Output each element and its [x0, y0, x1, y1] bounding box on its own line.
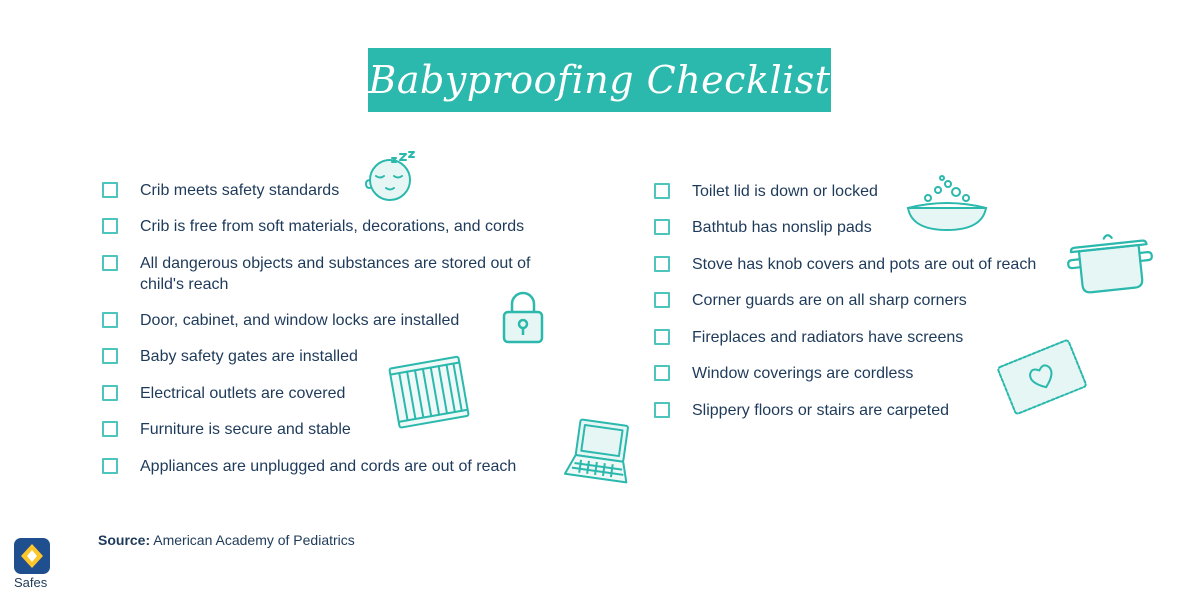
title-banner [368, 48, 831, 112]
padlock-icon [498, 288, 548, 346]
source-text: American Academy of Pediatrics [153, 532, 355, 548]
checklist-item[interactable] [654, 290, 967, 311]
checklist-item-label: Toilet lid is down or locked [692, 183, 878, 200]
checklist-item[interactable] [102, 310, 459, 331]
checklist-item-label: Stove has knob covers and pots are out of reach [692, 256, 1037, 273]
checklist-item[interactable] [102, 346, 358, 367]
checklist-item-label: Window coverings are cordless [692, 365, 914, 382]
checklist-item[interactable] [654, 400, 949, 421]
checkbox[interactable] [102, 421, 118, 437]
checkbox[interactable] [102, 255, 118, 271]
checkbox[interactable] [654, 365, 670, 381]
source-credit [98, 532, 355, 548]
page-title: Babyproofing Checklist [368, 58, 831, 102]
checkbox[interactable] [102, 218, 118, 234]
checklist-item[interactable] [102, 180, 339, 201]
checklist-item[interactable] [654, 254, 1036, 275]
diaper-pack-icon [984, 338, 1100, 416]
checklist-item[interactable] [654, 217, 872, 238]
baby-gate-icon [384, 350, 476, 434]
checkbox[interactable] [102, 458, 118, 474]
checklist-item[interactable] [102, 383, 345, 404]
checkbox[interactable] [654, 256, 670, 272]
checklist-item-label: Appliances are unplugged and cords are out of reach [140, 458, 517, 475]
checkbox[interactable] [654, 292, 670, 308]
sleeping-baby-icon [362, 150, 424, 204]
checklist-item-label: Electrical outlets are covered [140, 385, 346, 402]
checklist-item-label: Slippery floors or stairs are carpeted [692, 402, 949, 419]
checklist-item[interactable] [654, 327, 963, 348]
checklist-item-label: Fireplaces and radiators have screens [692, 329, 964, 346]
checklist-item[interactable] [102, 216, 524, 237]
checklist-item[interactable] [102, 253, 540, 295]
checklist-item-label: Corner guards are on all sharp corners [692, 292, 967, 309]
checkbox[interactable] [102, 348, 118, 364]
checklist-item-label: Furniture is secure and stable [140, 421, 351, 438]
checklist-item[interactable] [102, 419, 351, 440]
checkbox[interactable] [654, 219, 670, 235]
checkbox[interactable] [654, 329, 670, 345]
source-label: Source: [98, 532, 151, 548]
laptop-icon [562, 416, 632, 492]
checklist-item-label: Baby safety gates are installed [140, 348, 358, 365]
checklist-item-label: Crib is free from soft materials, decorations, and cords [140, 218, 525, 235]
checklist-item[interactable] [102, 456, 516, 477]
checkbox[interactable] [102, 312, 118, 328]
checklist-item-label: Crib meets safety standards [140, 182, 340, 199]
checklist-item[interactable] [654, 181, 878, 202]
checklist-item-label: Bathtub has nonslip pads [692, 219, 872, 236]
checkbox[interactable] [102, 385, 118, 401]
bathtub-icon [904, 172, 990, 238]
safes-logo-icon[interactable] [14, 538, 50, 574]
checklist-item-label: Door, cabinet, and window locks are installed [140, 312, 460, 329]
brand-name: Safes [14, 575, 48, 590]
checkbox[interactable] [654, 183, 670, 199]
checkbox[interactable] [102, 182, 118, 198]
checkbox[interactable] [654, 402, 670, 418]
checklist-item[interactable] [654, 363, 913, 384]
checklist-item-label: All dangerous objects and substances are stored out of child's reach [140, 255, 531, 293]
cooking-pot-icon [1066, 224, 1156, 296]
